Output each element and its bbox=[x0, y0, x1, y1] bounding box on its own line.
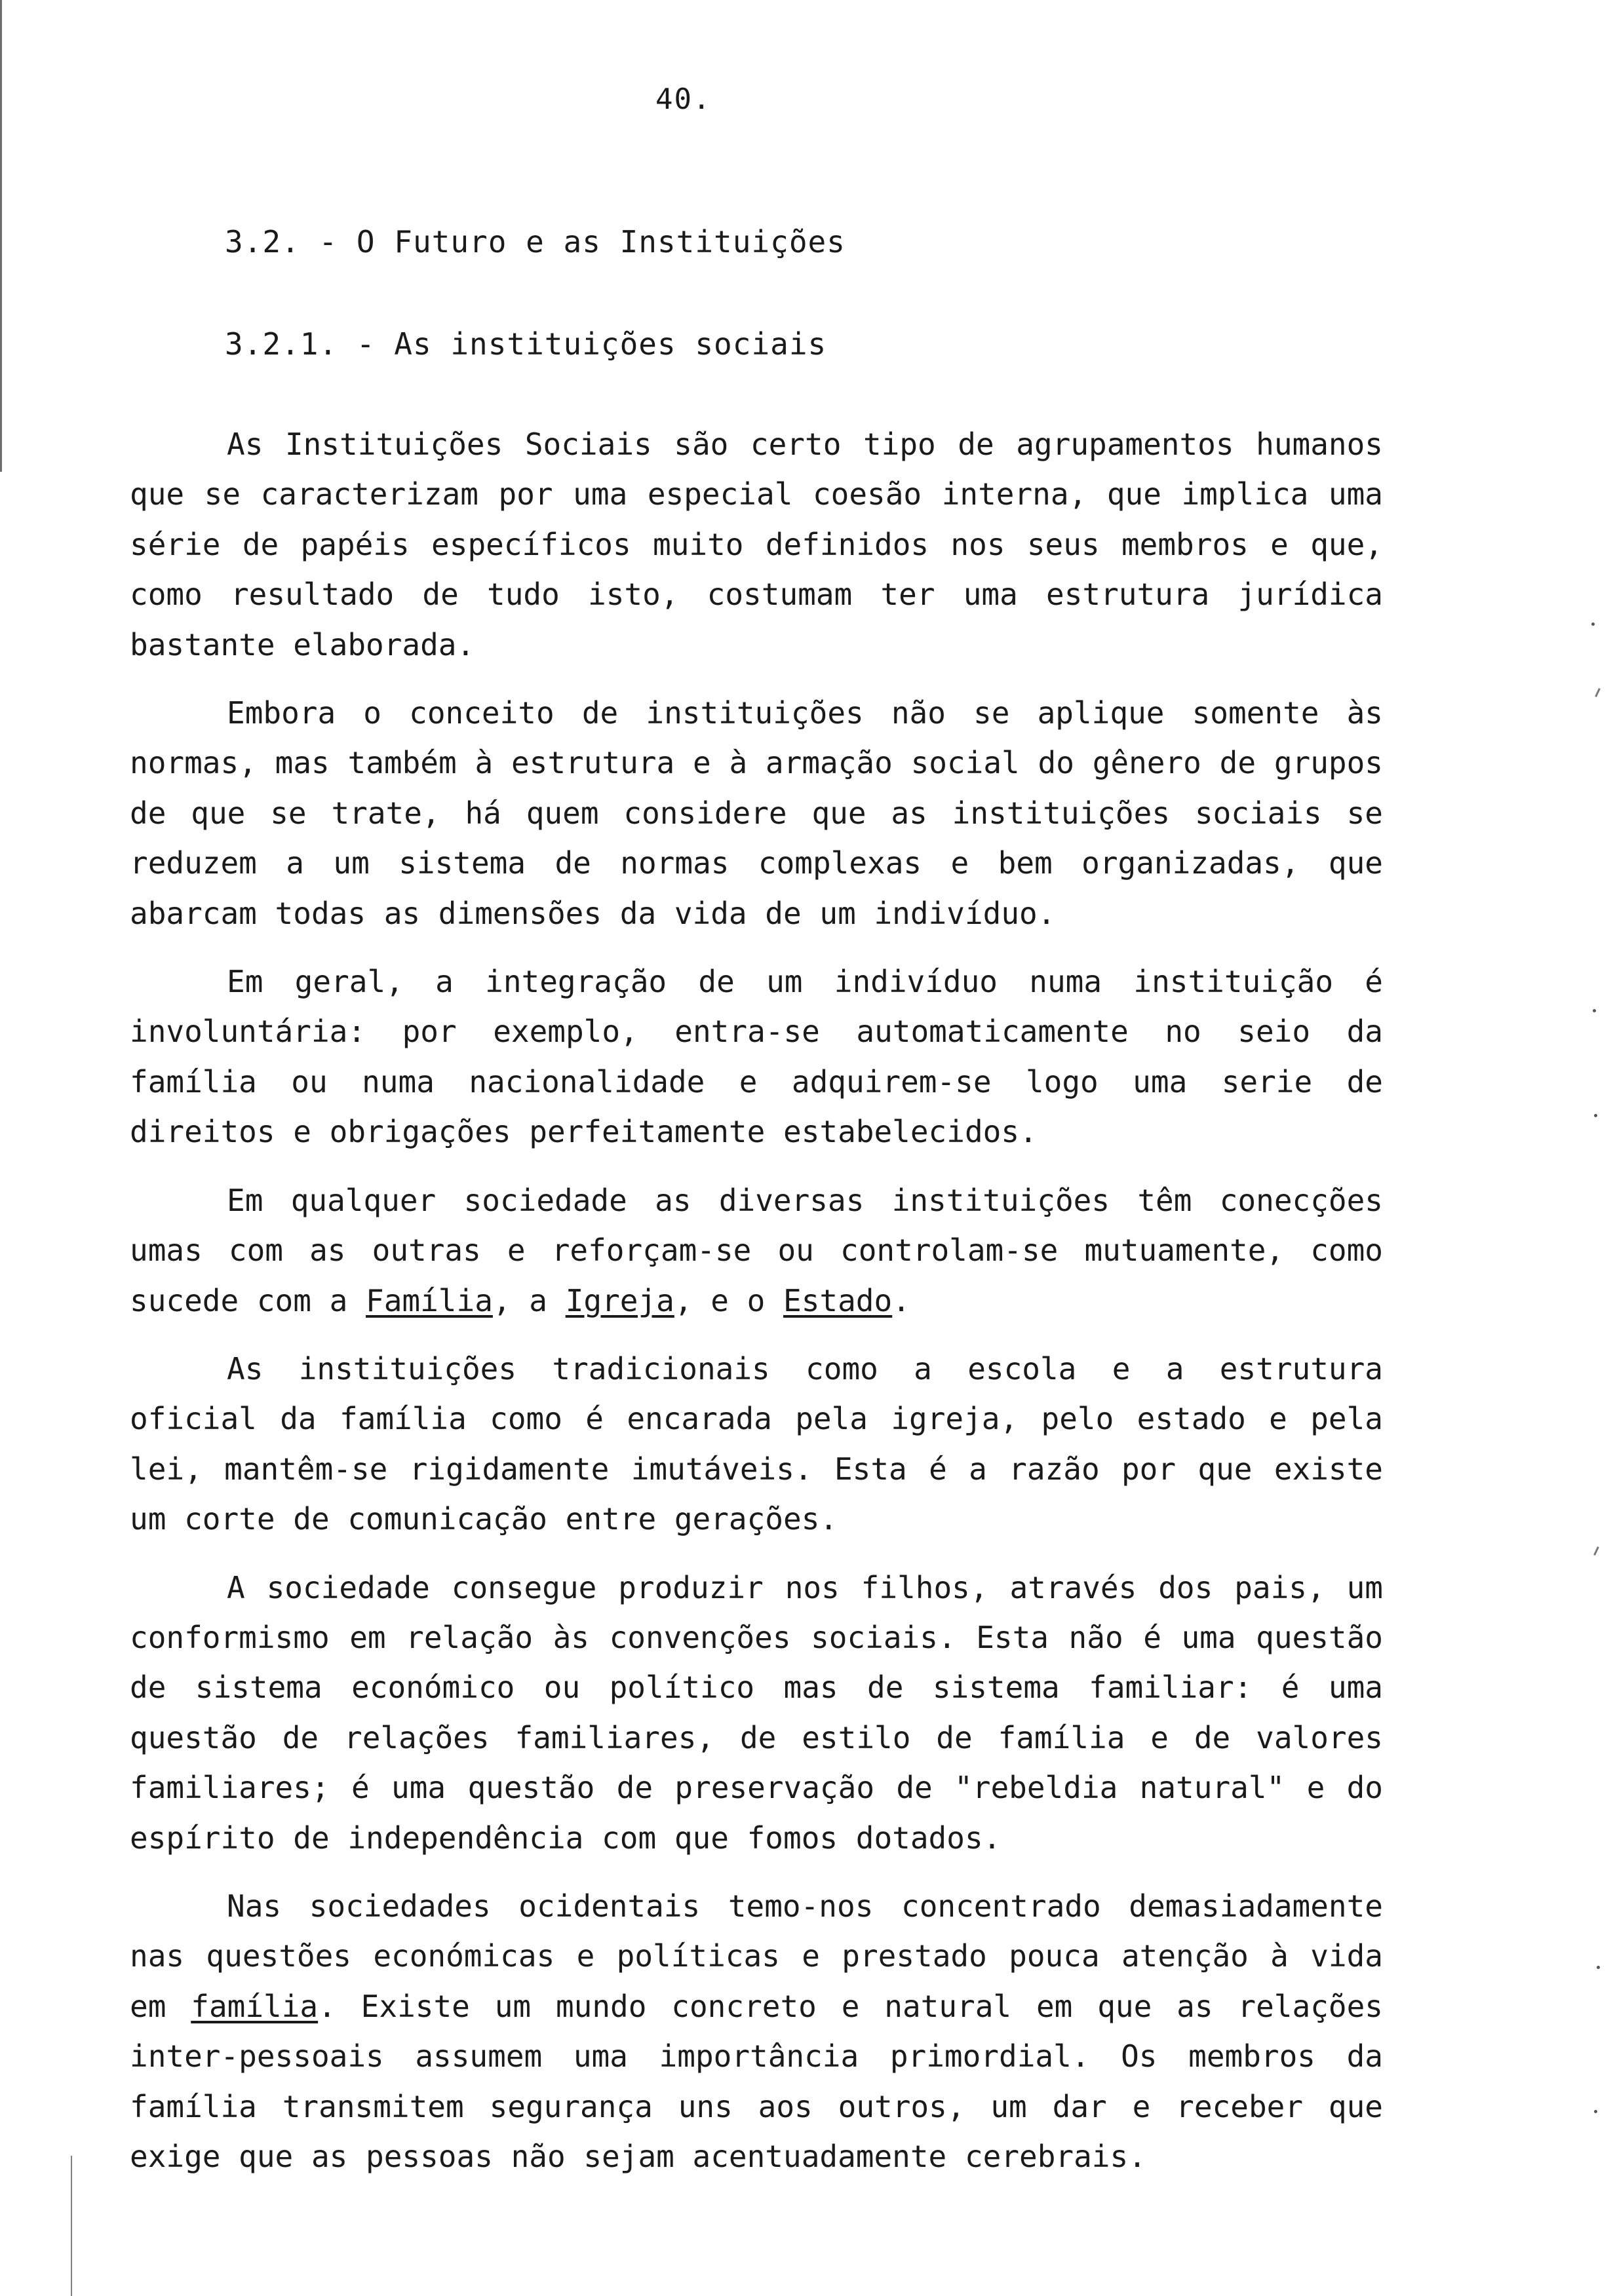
section-heading: 3.2. - O Futuro e as Instituições bbox=[225, 224, 846, 259]
underlined-term-familia: família bbox=[191, 1988, 319, 2024]
paragraph-text: Nas sociedades ocidentais temo-nos concentrado demasiadamente nas questões económicas e políticas e prestado pouca atenção à vida em bbox=[130, 1888, 1383, 2024]
paragraph-text: Em qualquer sociedade as diversas instituições têm conecções umas com as outras e reforçam-se ou controlam-se mutuamente, como sucede com a bbox=[130, 1182, 1383, 1318]
scan-speck bbox=[1593, 1546, 1599, 1556]
paragraph bbox=[130, 1881, 1383, 2181]
paragraph-text: , a bbox=[492, 1282, 566, 1318]
paragraph: As instituições tradicionais como a escola e a estrutura oficial da família como é encarada pela igreja, pelo estado e pela lei, mantêm-se rigidamente imutáveis. Esta é a razão por que existe um corte de comunicação entre gerações. bbox=[130, 1350, 1383, 1537]
scan-speck bbox=[1597, 1966, 1600, 1969]
paragraph: A sociedade consegue produzir nos filhos, através dos pais, um conformismo em relação às convenções sociais. Esta não é uma questão de sistema económico ou político mas de sistema familiar: é uma questão de relações familiares, de estilo de família e de valores familiares; é uma questão de preservação de "rebeldia natural" e do espírito de independência com que fomos dotados. bbox=[130, 1569, 1383, 1856]
underlined-term-igreja: Igreja bbox=[565, 1282, 674, 1318]
paragraph-text: , e o bbox=[674, 1282, 784, 1318]
scan-speck bbox=[1593, 1009, 1596, 1012]
paragraph: As Instituições Sociais são certo tipo de agrupamentos humanos que se caracterizam por uma especial coesão interna, que implica uma série de papéis específicos muito definidos nos seus membros e que, como resultado de tudo isto, costumam ter uma estrutura jurídica bastante elaborada. bbox=[130, 427, 1383, 662]
scan-speck bbox=[1591, 622, 1595, 626]
scan-edge-left bbox=[0, 0, 2, 472]
underlined-term-estado: Estado bbox=[783, 1282, 893, 1318]
page-number: 40. bbox=[655, 83, 712, 116]
underlined-term-familia: Família bbox=[366, 1282, 493, 1318]
paragraph-text: . Existe um mundo concreto e natural em que as relações inter-pessoais assumem uma importância primordial. Os membros da família transmitem segurança uns aos outros, um dar e receber que exige que as pessoas não sejam acentuadamente cerebrais. bbox=[130, 1988, 1383, 2174]
scan-speck bbox=[1595, 688, 1601, 697]
paragraph-text: . bbox=[892, 1282, 910, 1318]
subsection-heading: 3.2.1. - As instituições sociais bbox=[225, 326, 827, 362]
scan-speck bbox=[1594, 2110, 1597, 2113]
scan-speck bbox=[1594, 1114, 1597, 1117]
paragraph bbox=[130, 1176, 1383, 1326]
paragraph: Embora o conceito de instituições não se aplique somente às normas, mas também à estrutura e à armação social do gênero de grupos de que se trate, há quem considere que as instituições sociais se reduzem a um sistema de normas complexas e bem organizadas, que abarcam todas as dimensões da vida de um indivíduo. bbox=[130, 695, 1383, 931]
scan-edge-bottom bbox=[71, 2156, 72, 2296]
paragraph: Em geral, a integração de um indivíduo numa instituição é involuntária: por exemplo, entra-se automaticamente no seio da família ou numa nacionalidade e adquirem-se logo uma serie de direitos e obrigações perfeitamente estabelecidos. bbox=[130, 964, 1383, 1150]
body-text bbox=[130, 419, 1383, 2200]
